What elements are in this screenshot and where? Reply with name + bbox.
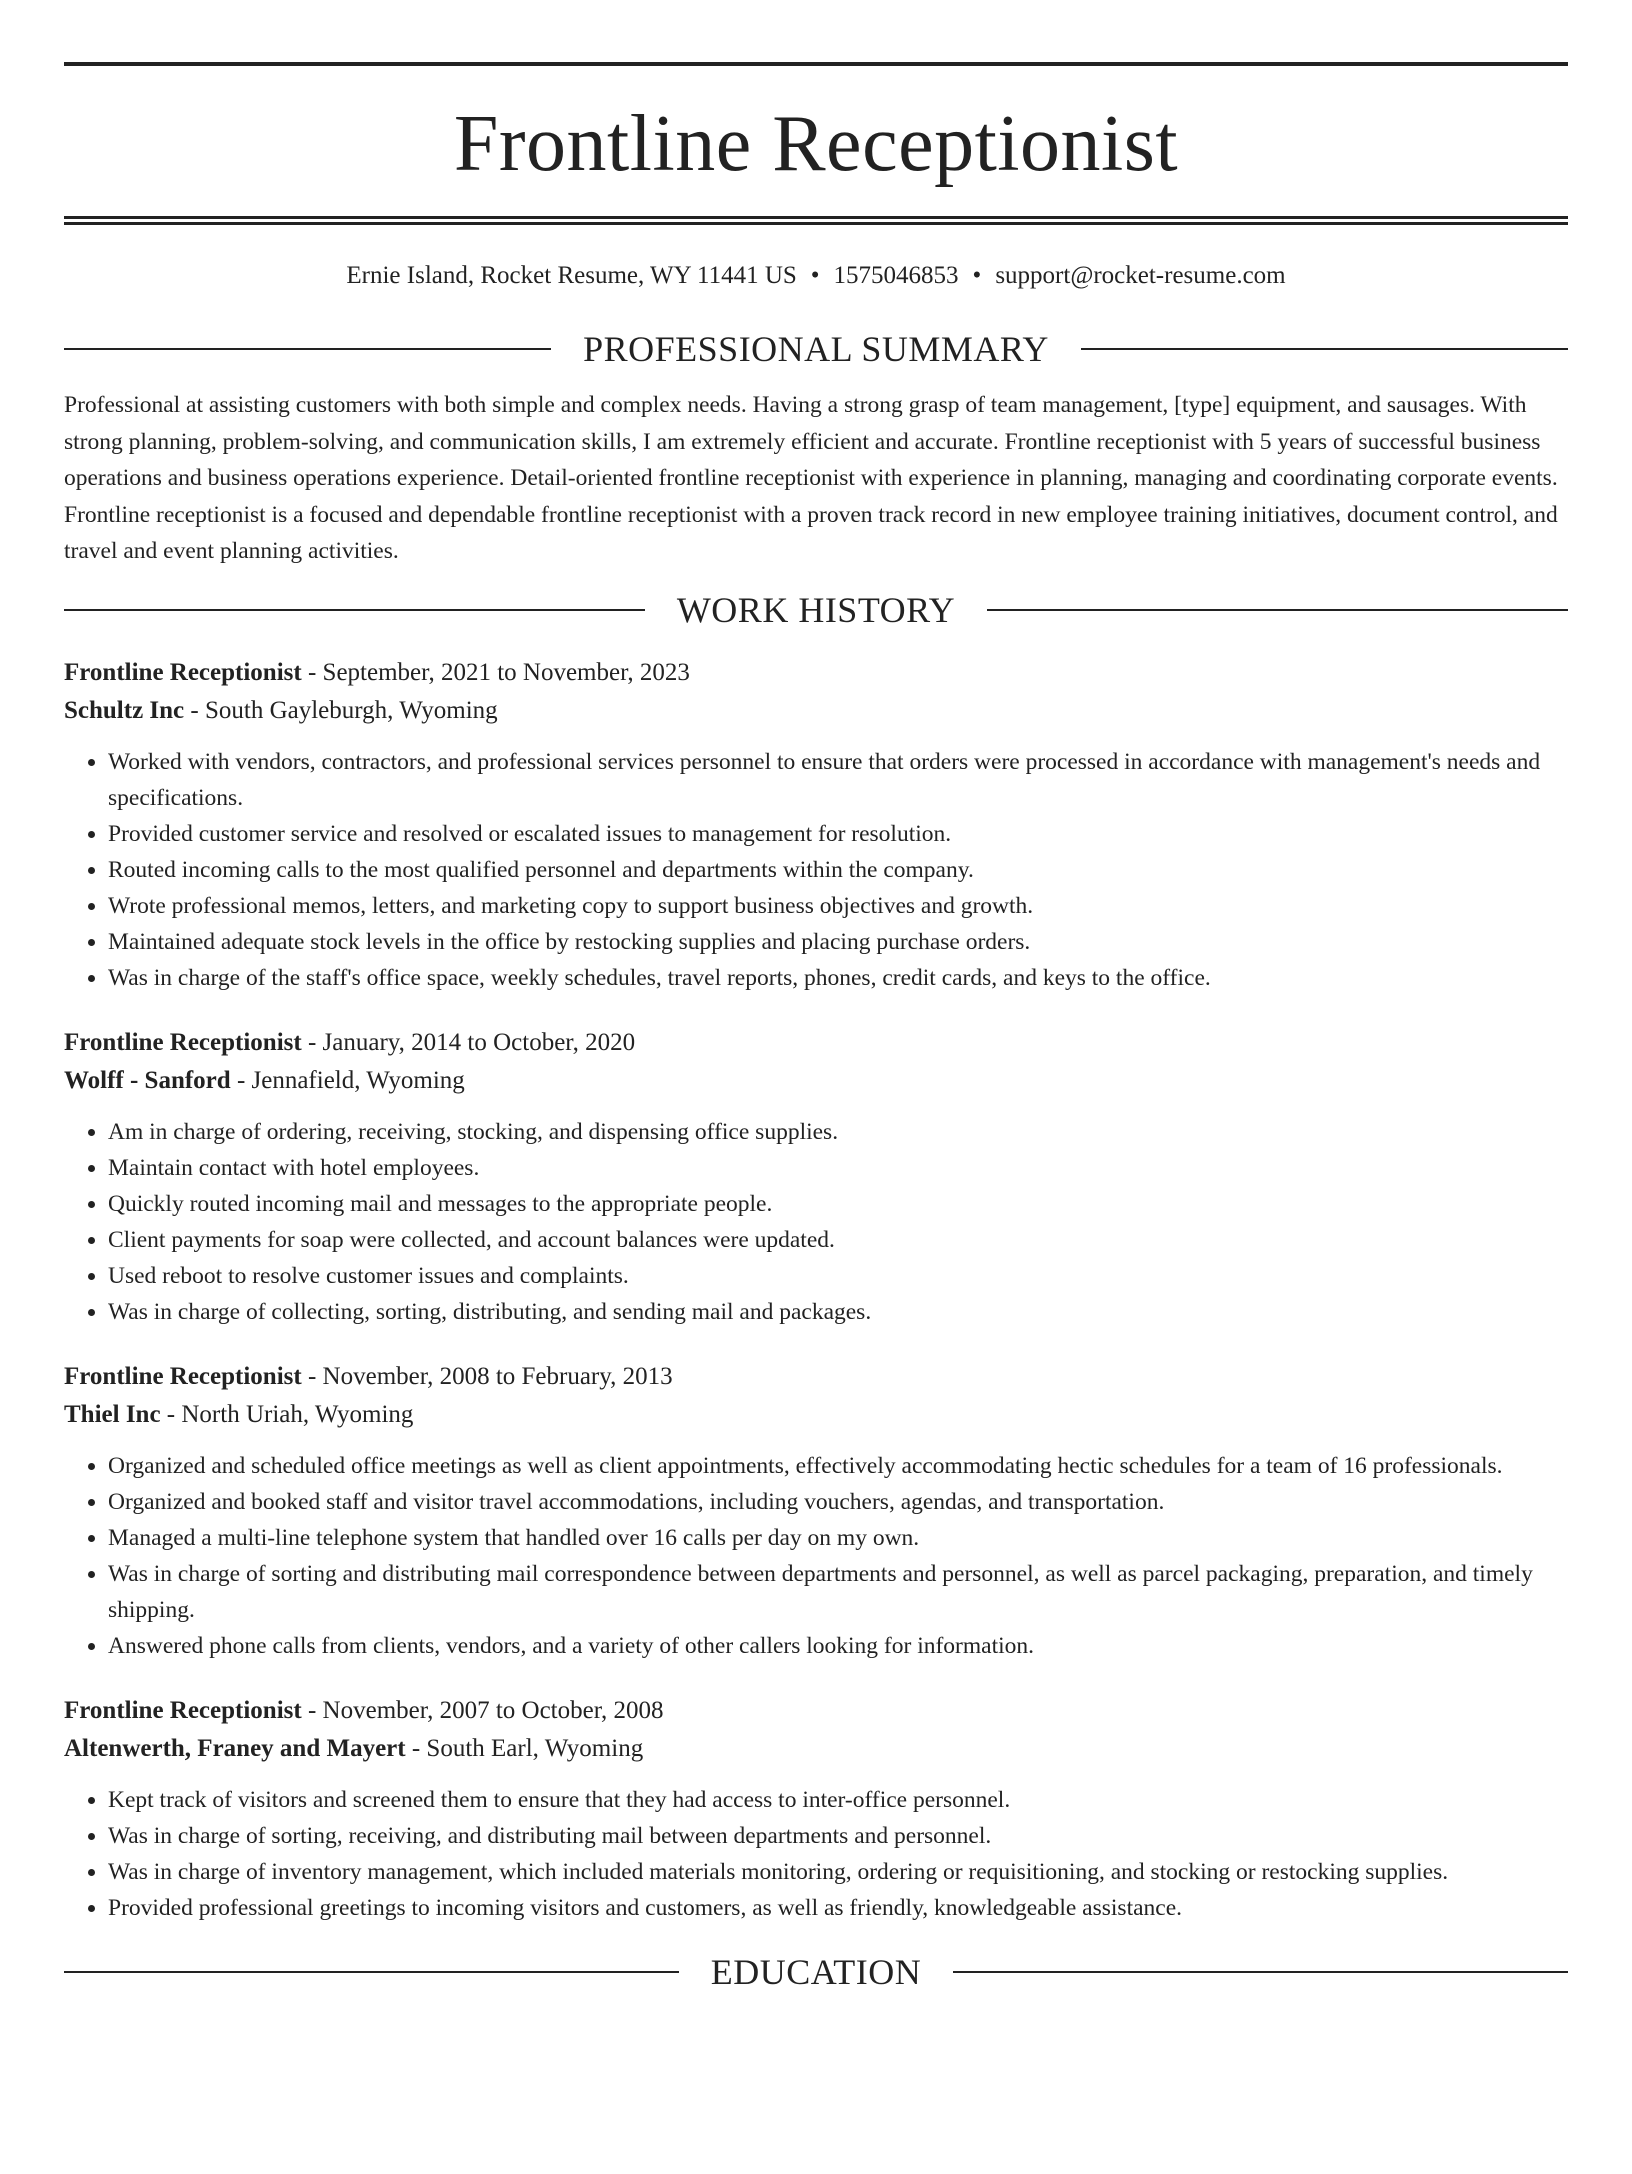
contact-separator: • bbox=[810, 262, 820, 289]
job-bullet-item: • Routed incoming calls to the most qualified personnel and departments within the company. bbox=[108, 852, 1568, 888]
job-bullets bbox=[64, 1448, 1568, 1664]
contact-separator: • bbox=[972, 262, 982, 289]
heading-rule-left bbox=[64, 1971, 679, 1973]
job-company-line bbox=[64, 1396, 1568, 1434]
job-company: Thiel Inc bbox=[64, 1400, 161, 1428]
job-dash: - bbox=[301, 1696, 323, 1724]
work-section-heading bbox=[64, 589, 1568, 630]
job-title: Frontline Receptionist bbox=[64, 1362, 302, 1390]
job-bullet-item: • Worked with vendors, contractors, and professional services personnel to ensure that orders were processed in accordance with management's needs and specifications. bbox=[108, 744, 1568, 816]
job-dash: - bbox=[184, 696, 205, 724]
heading-rule-right bbox=[1081, 348, 1568, 350]
job-entry bbox=[64, 1692, 1568, 1926]
heading-rule-left bbox=[64, 609, 645, 611]
job-bullet-item: • Answered phone calls from clients, vendors, and a variety of other callers looking for information. bbox=[108, 1628, 1568, 1664]
job-bullet-item: • Was in charge of collecting, sorting, distributing, and sending mail and packages. bbox=[108, 1294, 1568, 1330]
double-rule bbox=[64, 216, 1568, 225]
job-bullet-item: • Managed a multi-line telephone system that handled over 16 calls per day on my own. bbox=[108, 1520, 1568, 1556]
job-bullet-item: • Provided professional greetings to incoming visitors and customers, as well as friendly, knowledgeable assistance. bbox=[108, 1890, 1568, 1926]
job-dates: November, 2008 to February, 2013 bbox=[322, 1362, 673, 1390]
job-dates: January, 2014 to October, 2020 bbox=[322, 1028, 636, 1056]
job-bullets bbox=[64, 1114, 1568, 1330]
job-title-line bbox=[64, 1024, 1568, 1062]
heading-rule-right bbox=[987, 609, 1568, 611]
job-title-line bbox=[64, 654, 1568, 692]
job-bullet-item: • Was in charge of inventory management, which included materials monitoring, ordering or requisitioning, and stocking or restocking supplies. bbox=[108, 1854, 1568, 1890]
job-location: South Earl, Wyoming bbox=[426, 1734, 644, 1762]
job-dash: - bbox=[405, 1734, 427, 1762]
resume-page bbox=[0, 62, 1632, 2174]
job-title: Frontline Receptionist bbox=[64, 1028, 302, 1056]
job-bullet-item: • Used reboot to resolve customer issues and complaints. bbox=[108, 1258, 1568, 1294]
job-dates: September, 2021 to November, 2023 bbox=[322, 658, 690, 686]
job-bullet-item: • Wrote professional memos, letters, and marketing copy to support business objectives and growth. bbox=[108, 888, 1568, 924]
job-dash: - bbox=[301, 1362, 323, 1390]
job-entry bbox=[64, 1024, 1568, 1330]
contact-email: support@rocket-resume.com bbox=[995, 262, 1286, 289]
job-company: Schultz Inc bbox=[64, 696, 185, 724]
job-title: Frontline Receptionist bbox=[64, 1696, 302, 1724]
summary-text: Professional at assisting customers with both simple and complex needs. Having a strong grasp of team management, [type] equipment, and sausages. With strong planning, problem-solving, and communication skills, I am extremely efficient and accurate. Frontline receptionist with 5 years of successful business operations and business operations experience. Detail-oriented frontline receptionist with experience in planning, managing and coordinating corporate events. Frontline receptionist is a focused and dependable frontline receptionist with a proven track record in new employee training initiatives, document control, and travel and event planning activities. bbox=[64, 392, 1558, 564]
job-bullets bbox=[64, 744, 1568, 996]
job-bullet-item: • Was in charge of the staff's office space, weekly schedules, travel reports, phones, credit cards, and keys to the office. bbox=[108, 960, 1568, 996]
heading-rule-right bbox=[953, 1971, 1568, 1973]
job-location: Jennafield, Wyoming bbox=[251, 1066, 465, 1094]
top-rule bbox=[64, 62, 1568, 66]
job-company: Wolff - Sanford bbox=[64, 1066, 231, 1094]
job-entry bbox=[64, 654, 1568, 996]
job-dash: - bbox=[301, 1028, 323, 1056]
job-bullet-item: • Kept track of visitors and screened them to ensure that they had access to inter-office personnel. bbox=[108, 1782, 1568, 1818]
job-company: Altenwerth, Franey and Mayert bbox=[64, 1734, 406, 1762]
job-location: South Gayleburgh, Wyoming bbox=[204, 696, 498, 724]
job-title: Frontline Receptionist bbox=[64, 658, 302, 686]
work-heading: WORK HISTORY bbox=[676, 589, 956, 630]
contact-line bbox=[64, 261, 1568, 291]
contact-phone: 1575046853 bbox=[833, 262, 959, 289]
work-history-list bbox=[64, 654, 1568, 1926]
job-bullet-item: • Client payments for soap were collected, and account balances were updated. bbox=[108, 1222, 1568, 1258]
resume-name: Frontline Receptionist bbox=[453, 100, 1179, 188]
job-bullets bbox=[64, 1782, 1568, 1926]
job-location: North Uriah, Wyoming bbox=[181, 1400, 414, 1428]
summary-section-heading bbox=[64, 331, 1568, 367]
contact-address: Ernie Island, Rocket Resume, WY 11441 US bbox=[346, 262, 797, 289]
job-company-line bbox=[64, 1062, 1568, 1100]
job-bullet-item: • Maintained adequate stock levels in the office by restocking supplies and placing purchase orders. bbox=[108, 924, 1568, 960]
job-dash: - bbox=[160, 1400, 182, 1428]
education-heading: EDUCATION bbox=[710, 1951, 922, 1992]
job-dates: November, 2007 to October, 2008 bbox=[322, 1696, 664, 1724]
summary-heading: PROFESSIONAL SUMMARY bbox=[583, 329, 1049, 369]
job-dash: - bbox=[230, 1066, 252, 1094]
job-bullet-item: • Am in charge of ordering, receiving, stocking, and dispensing office supplies. bbox=[108, 1114, 1568, 1150]
job-company-line bbox=[64, 692, 1568, 730]
job-dash: - bbox=[301, 658, 323, 686]
heading-rule-left bbox=[64, 348, 551, 350]
job-bullet-item: • Quickly routed incoming mail and messages to the appropriate people. bbox=[108, 1186, 1568, 1222]
job-bullet-item: • Was in charge of sorting and distributing mail correspondence between departments and personnel, as well as parcel packaging, preparation, and timely shipping. bbox=[108, 1556, 1568, 1628]
education-section-heading bbox=[64, 1951, 1568, 1992]
job-bullet-item: • Was in charge of sorting, receiving, and distributing mail between departments and personnel. bbox=[108, 1818, 1568, 1854]
job-company-line bbox=[64, 1730, 1568, 1768]
job-entry bbox=[64, 1358, 1568, 1664]
job-bullet-item: • Maintain contact with hotel employees. bbox=[108, 1150, 1568, 1186]
job-bullet-item: • Organized and booked staff and visitor travel accommodations, including vouchers, agendas, and transportation. bbox=[108, 1484, 1568, 1520]
job-bullet-item: • Organized and scheduled office meetings as well as client appointments, effectively accommodating hectic schedules for a team of 16 professionals. bbox=[108, 1448, 1568, 1484]
job-title-line bbox=[64, 1692, 1568, 1730]
job-bullet-item: • Provided customer service and resolved or escalated issues to management for resolution. bbox=[108, 816, 1568, 852]
job-title-line bbox=[64, 1358, 1568, 1396]
